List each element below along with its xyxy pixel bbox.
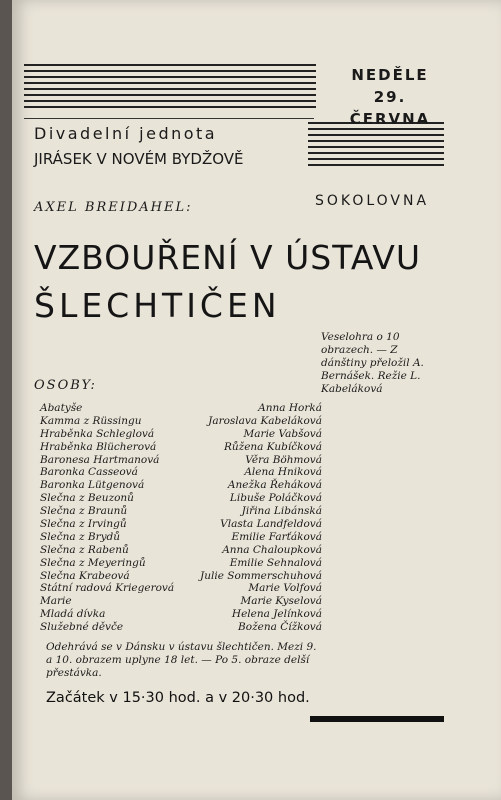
- cast-role: Slečna z Rabenů: [40, 543, 129, 556]
- cast-row: [40, 531, 322, 544]
- cast-role: Státní radová Kriegerová: [40, 582, 175, 595]
- cast-actor: Julie Sommerschuhová: [200, 569, 322, 582]
- date-label: 29. ČERVNA: [349, 88, 431, 128]
- cast-actor: Růžena Kubíčková: [224, 440, 322, 453]
- cast-role: Kamma z Rüssingu: [40, 414, 142, 427]
- cast-role: Hraběnka Blücherová: [40, 440, 157, 453]
- author-name: AXEL BREIDAHEL:: [34, 200, 193, 215]
- cast-row: [40, 582, 322, 595]
- society-name: Divadelní jednota: [34, 124, 218, 143]
- cast-actor: Marie Vabšová: [243, 427, 322, 440]
- cast-actor: Božena Čížková: [238, 621, 322, 634]
- play-subtitle: Veselohra o 10 obrazech. — Z dánštiny přeložil A. Bernášek. Režie L. Kabeláková: [321, 331, 424, 395]
- cast-role: Mladá dívka: [40, 608, 106, 621]
- cast-role: Abatyše: [40, 402, 83, 414]
- cast-role: Slečna z Meyeringů: [40, 556, 146, 569]
- cast-row: [40, 608, 322, 621]
- cast-row: [40, 570, 322, 583]
- venue-label: SOKOLOVNA: [315, 193, 430, 209]
- cast-row: [40, 557, 322, 570]
- cast-row: [40, 505, 322, 518]
- cast-row: [40, 492, 322, 505]
- cast-row: [40, 454, 322, 467]
- divider-line: [24, 118, 314, 119]
- play-title-line2: ŠLECHTIČEN: [34, 286, 281, 325]
- day-label: NEDĚLE: [351, 66, 429, 84]
- cast-role: Baronesa Hartmanová: [40, 453, 160, 466]
- cast-actor: Emilie Farťáková: [231, 530, 322, 543]
- cast-list: [40, 402, 322, 634]
- cast-role: Služebné děvče: [40, 621, 124, 634]
- cast-row: [40, 544, 322, 557]
- cast-row: [40, 621, 322, 634]
- performance-note: Odehrává se v Dánsku v ústavu šlechtičen. Mezi 9. a 10. obrazem uplyne 18 let. — Po 5. obraze delší přestávka.: [46, 641, 317, 679]
- cast-role: Baronka Casseová: [40, 466, 138, 479]
- decorative-bar: [310, 716, 444, 722]
- cast-actor: Emilie Sehnalová: [229, 556, 322, 569]
- cast-row: [40, 466, 322, 479]
- cast-row: [40, 595, 322, 608]
- society-place: JIRÁSEK V NOVÉM BYDŽOVĚ: [34, 150, 244, 168]
- cast-actor: Helena Jelínková: [231, 608, 322, 621]
- cast-row: [40, 402, 322, 415]
- cast-role: Slečna z Beuzonů: [40, 492, 134, 505]
- cast-actor: Anna Chaloupková: [222, 543, 322, 556]
- cast-role: Slečna z Irvingů: [40, 518, 127, 531]
- cast-actor: Alena Hniková: [244, 466, 322, 479]
- performance-date: [334, 64, 446, 130]
- cast-actor: Anežka Řeháková: [227, 479, 322, 492]
- cast-row: [40, 518, 322, 531]
- cast-role: Hraběnka Schleglová: [40, 427, 155, 440]
- play-title-line1: VZBOUŘENÍ V ÚSTAVU: [34, 238, 422, 277]
- cast-actor: Věra Böhmová: [245, 453, 322, 466]
- cast-role: Slečna z Brydů: [40, 530, 121, 543]
- cast-actor: Marie Kyselová: [240, 595, 322, 608]
- cast-actor: Jiřina Libánská: [241, 505, 322, 518]
- cast-row: [40, 428, 322, 441]
- start-time: Začátek v 15·30 hod. a v 20·30 hod.: [46, 690, 310, 706]
- cast-actor: Jaroslava Kabeláková: [208, 414, 322, 427]
- decorative-rules-top-left: [24, 64, 316, 112]
- cast-actor: Marie Volfová: [248, 582, 322, 595]
- cast-role: Slečna Krabeová: [40, 569, 130, 582]
- program-page: [12, 0, 501, 800]
- cast-role: Marie: [40, 595, 72, 608]
- cast-role: Baronka Lütgenová: [40, 479, 145, 492]
- cast-row: [40, 441, 322, 454]
- cast-row: [40, 479, 322, 492]
- cast-row: [40, 415, 322, 428]
- cast-heading: OSOBY:: [34, 378, 97, 393]
- cast-actor: Anna Horká: [258, 402, 322, 414]
- cast-actor: Libuše Poláčková: [229, 492, 322, 505]
- cast-actor: Vlasta Landfeldová: [220, 518, 322, 531]
- cast-role: Slečna z Braunů: [40, 505, 128, 518]
